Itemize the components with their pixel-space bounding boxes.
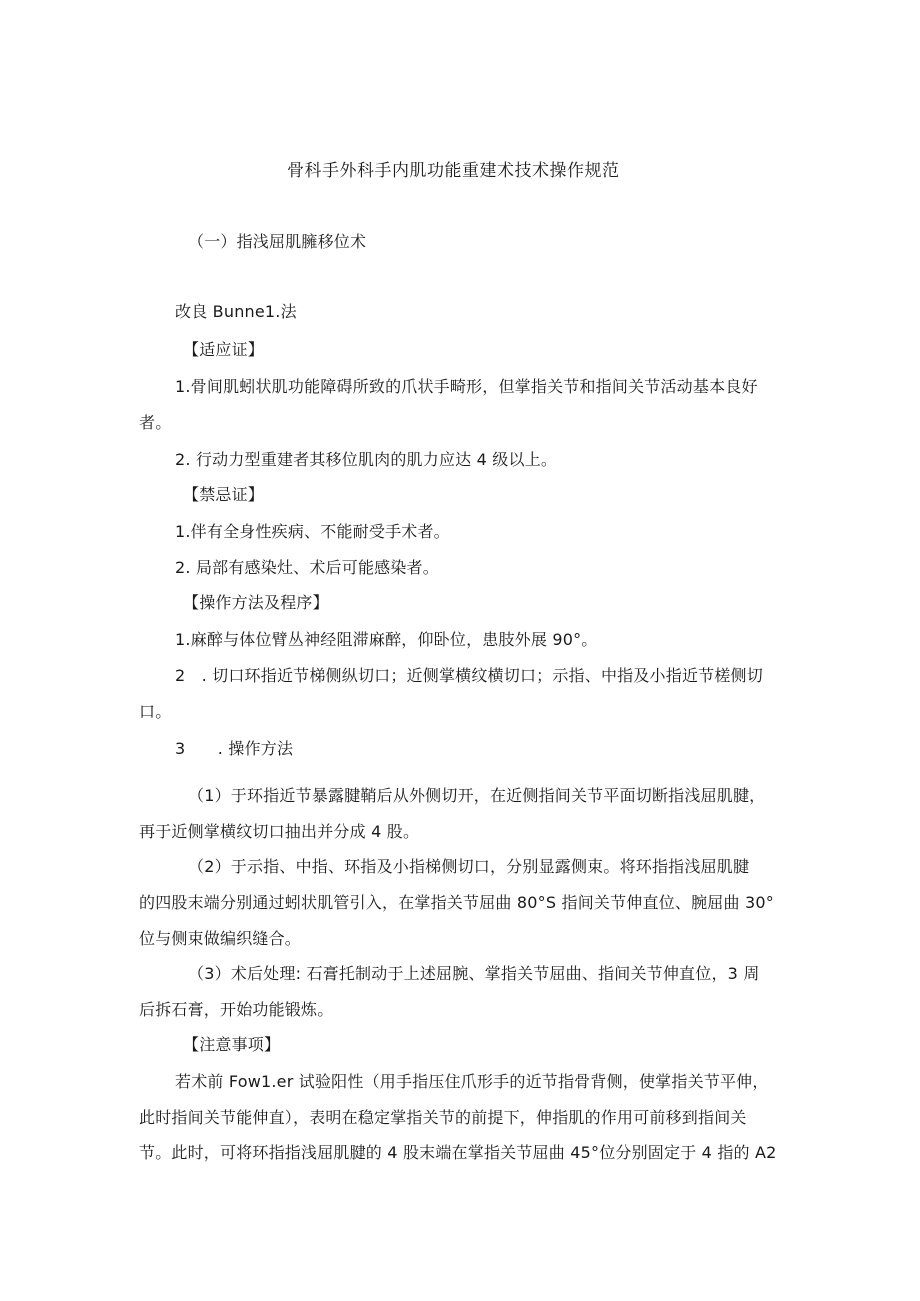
paragraph-line: 若术前 Fow1.er 试验阳性（用手指压住爪形手的近节指骨背侧，使掌指关节平伸， (175, 1072, 769, 1091)
paragraph-line: 1.骨间肌蚓状肌功能障碍所致的爪状手畸形，但掌指关节和指间关节活动基本良好 (175, 377, 758, 396)
section-heading: （一）指浅屈肌臃移位术 (188, 232, 367, 251)
paragraph-line: 3 . 操作方法 (175, 739, 294, 758)
document-title: 骨科手外科手内肌功能重建术技术操作规范 (287, 161, 620, 181)
paragraph-line: （1）于环指近节暴露腱鞘后从外侧切开，在近侧指间关节平面切断指浅屈肌腱， (188, 786, 766, 805)
paragraph-line: 后拆石膏，开始功能锻炼。 (139, 1000, 334, 1019)
paragraph-line: 2. 行动力型重建者其移位肌肉的肌力应达 4 级以上。 (175, 450, 558, 469)
procedure-heading: 【操作方法及程序】 (183, 593, 329, 612)
paragraph-line: 节。此时，可将环指指浅屈肌腱的 4 股末端在掌指关节屈曲 45°位分别固定于 4 指的 A2 (139, 1143, 777, 1162)
method-name: 改良 Bunne1.法 (175, 302, 297, 321)
paragraph-line: 口。 (139, 702, 172, 721)
paragraph-line: 1.伴有全身性疾病、不能耐受手术者。 (175, 522, 450, 541)
paragraph-line: 1.麻醉与体位臂丛神经阻滞麻醉，仰卧位，患肢外展 90°。 (175, 630, 598, 649)
paragraph-line: 者。 (139, 413, 172, 432)
paragraph-line: 此时指间关节能伸直），表明在稳定掌指关节的前提下，伸指肌的作用可前移到指间关 (139, 1108, 747, 1127)
contraindications-heading: 【禁忌证】 (183, 485, 265, 504)
notes-heading: 【注意事项】 (183, 1035, 281, 1054)
paragraph-line: 2. 局部有感染灶、术后可能感染者。 (175, 558, 439, 577)
paragraph-line: 再于近侧掌横纹切口抽出并分成 4 股。 (139, 822, 420, 841)
paragraph-line: 的四股末端分别通过蚓状肌管引入，在掌指关节屈曲 80°S 指间关节伸直位、腕屈曲 30° (139, 893, 774, 912)
paragraph-line: （3）术后处理: 石膏托制动于上述屈腕、掌指关节屈曲、指间关节伸直位，3 周 (188, 964, 760, 983)
paragraph-line: 2 . 切口环指近节梯侧纵切口；近侧掌横纹横切口；示指、中指及小指近节槎侧切 (175, 666, 763, 685)
paragraph-line: 位与侧束做编织缝合。 (139, 929, 302, 948)
indications-heading: 【适应证】 (183, 340, 265, 359)
paragraph-line: （2）于示指、中指、环指及小指梯侧切口，分别显露侧束。将环指指浅屈肌腱 (188, 857, 750, 876)
